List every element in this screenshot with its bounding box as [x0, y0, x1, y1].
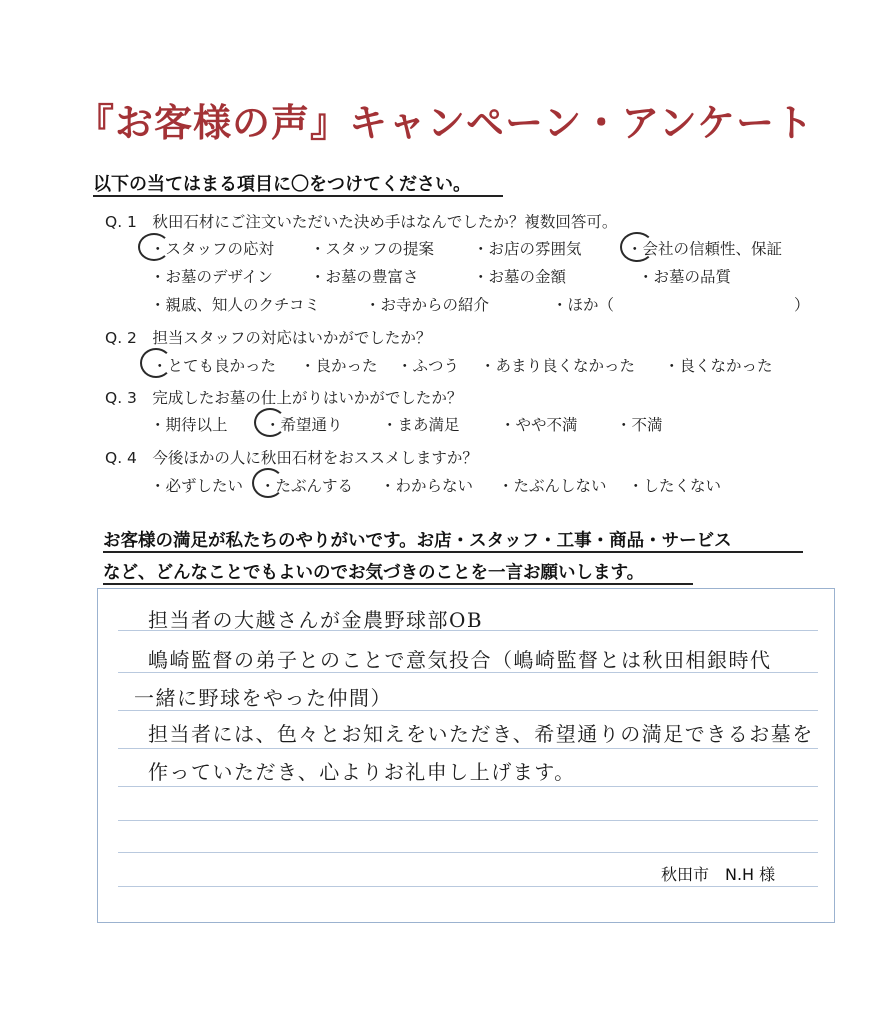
- ruled-line: [118, 748, 818, 749]
- q2-option-not-so-good[interactable]: ・あまり良くなかった: [480, 357, 636, 375]
- q2-option-average[interactable]: ・ふつう: [397, 357, 460, 375]
- q4-option-probably[interactable]: ・たぶんする: [260, 477, 354, 495]
- question-1-label: Q. 1 秋田石材にご注文いただいた決め手はなんでしたか？複数回答可。: [105, 213, 618, 231]
- closing-underline-2: [103, 583, 693, 585]
- q3-option-as-hoped[interactable]: ・希望通り: [265, 416, 343, 434]
- q2-option-good[interactable]: ・良かった: [300, 357, 378, 375]
- closing-line-1: お客様の満足が私たちのやりがいです。お店・スタッフ・工事・商品・サービス: [103, 531, 732, 551]
- ruled-line: [118, 852, 818, 853]
- q4-option-unsure[interactable]: ・わからない: [380, 477, 474, 495]
- survey-title: 『お客様の声』キャンペーン・アンケート: [76, 101, 814, 145]
- q1-selection-circle-staff-response: [138, 233, 170, 261]
- question-4-label: Q. 4 今後ほかの人に秋田石材をおススメしますか？: [105, 449, 478, 467]
- q4-option-would-not[interactable]: ・したくない: [628, 477, 722, 495]
- q3-option-dissatisfied[interactable]: ・不満: [616, 416, 663, 434]
- q1-option-staff-proposal[interactable]: ・スタッフの提案: [310, 240, 435, 258]
- ruled-line: [118, 886, 818, 887]
- comment-line-4: 担当者には、色々とお知えをいただき、希望通りの満足できるお墓を: [148, 722, 814, 746]
- q2-selection-circle: [140, 348, 172, 378]
- q1-option-word-of-mouth[interactable]: ・親戚、知人のクチコミ: [150, 296, 320, 314]
- ruled-line: [118, 786, 818, 787]
- comment-line-5: 作っていただき、心よりお礼申し上げます。: [148, 760, 576, 784]
- closing-line-2: など、どんなことでもよいのでお気づきのことを一言お願いします。: [103, 563, 645, 583]
- customer-signature: 秋田市 N.H 様: [661, 865, 776, 884]
- q1-option-price[interactable]: ・お墓の金額: [473, 268, 567, 286]
- question-2-label: Q. 2 担当スタッフの対応はいかがでしたか？: [105, 329, 432, 347]
- comment-line-1: 担当者の大越さんが金農野球部OB: [148, 608, 484, 632]
- q3-selection-circle: [254, 408, 286, 437]
- comment-line-3: 一緒に野球をやった仲間）: [134, 686, 392, 710]
- closing-underline-1: [103, 551, 803, 553]
- ruled-line: [118, 820, 818, 821]
- q1-option-variety[interactable]: ・お墓の豊富さ: [310, 268, 419, 286]
- comment-line-2: 嶋崎監督の弟子とのことで意気投合（嶋崎監督とは秋田相銀時代: [148, 648, 772, 672]
- q1-selection-circle-reliability: [620, 232, 654, 262]
- question-3-label: Q. 3 完成したお墓の仕上がりはいかがでしたか？: [105, 389, 463, 407]
- q1-option-other-close: ）: [794, 296, 810, 314]
- instruction-underline: [93, 195, 503, 197]
- q3-option-slightly-dissatisfied[interactable]: ・やや不満: [500, 416, 578, 434]
- q4-selection-circle: [252, 468, 284, 498]
- q2-option-not-good[interactable]: ・良くなかった: [664, 357, 773, 375]
- instruction-text: 以下の当てはまる項目に〇をつけてください。: [93, 174, 471, 195]
- q1-option-staff-response[interactable]: ・スタッフの応対: [150, 240, 275, 258]
- q3-option-fairly-satisfied[interactable]: ・まあ満足: [382, 416, 460, 434]
- q1-option-reliability[interactable]: ・会社の信頼性、保証: [627, 240, 783, 258]
- q2-option-very-good[interactable]: ・とても良かった: [152, 357, 277, 375]
- q1-option-other[interactable]: ・ほか（: [552, 296, 615, 314]
- q4-option-probably-not[interactable]: ・たぶんしない: [498, 477, 607, 495]
- q1-option-store-atmosphere[interactable]: ・お店の雰囲気: [473, 240, 582, 258]
- q1-option-design[interactable]: ・お墓のデザイン: [150, 268, 273, 286]
- q3-option-exceeded[interactable]: ・期待以上: [150, 416, 228, 434]
- q1-option-quality[interactable]: ・お墓の品質: [638, 268, 732, 286]
- q1-option-temple-referral[interactable]: ・お寺からの紹介: [365, 296, 490, 314]
- q4-option-definitely[interactable]: ・必ずしたい: [150, 477, 244, 495]
